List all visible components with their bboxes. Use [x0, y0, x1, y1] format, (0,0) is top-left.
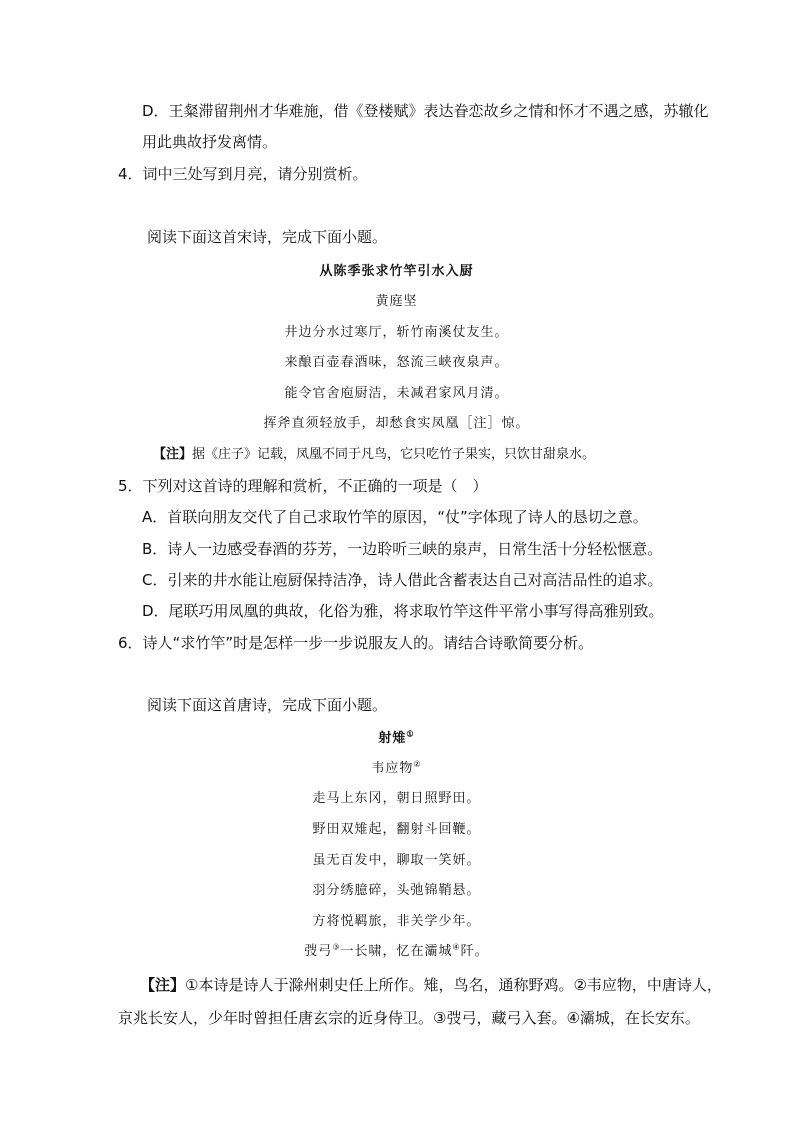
poem2-author-note-mark: ②	[413, 759, 422, 769]
poem2-line: 羽分绣臆碎，头弛锦鞘悬。	[312, 883, 481, 898]
poem2-note-line1	[140, 975, 722, 995]
poem2-note-text-1: ①本诗是诗人于滁州刺史任上所作。雉，鸟名，通称野鸡。②韦应物，中唐诗人，	[185, 976, 722, 994]
question-5-option-d: D．尾联巧用凤凰的典故，化俗为雅，将求取竹竿这件平常小事写得高雅别致。	[142, 602, 664, 620]
question-6: 6．诗人“求竹竿”时是怎样一步一步说服友人的。请结合诗歌简要分析。	[118, 634, 594, 652]
poem1-note-label: 【注】	[153, 447, 193, 462]
poem2-note-label: 【注】	[140, 976, 186, 994]
question-5-option-a: A．首联向朋友交代了自己求取竹竿的原因，“仗”字体现了诗人的恳切之意。	[142, 508, 648, 526]
poem2-last-line-part3: 阡。	[460, 944, 489, 959]
poem2-author-text: 韦应物	[371, 761, 414, 776]
question-4: 4．词中三处写到月亮，请分别赏析。	[118, 165, 368, 183]
poem2-line: 方将悦羁旅，非关学少年。	[312, 914, 481, 929]
poem2-last-line-part2: 一长啸，忆在灞城	[340, 944, 453, 959]
poem1-title: 从陈季张求竹竿引水入厨	[319, 264, 474, 279]
question-5-stem: 5．下列对这首诗的理解和赏析，不正确的一项是（ ）	[118, 477, 488, 495]
poem1-author: 黄庭坚	[375, 294, 418, 309]
poem1-line: 挥斧直须轻放手，却愁食实凤凰［注］惊。	[263, 416, 530, 431]
poem2-title-text: 射雉	[378, 731, 407, 746]
poem1-line: 井边分水过寒厅，斩竹南溪仗友生。	[284, 325, 509, 340]
poem2-title	[0, 729, 793, 749]
poem2-line: 虽无百发中，聊取一笑妍。	[312, 853, 481, 868]
poem2-note-mark-4: ④	[452, 942, 461, 952]
poem2-last-line-part1: 弢弓	[304, 944, 333, 959]
section2-intro: 阅读下面这首宋诗，完成下面小题。	[147, 228, 388, 246]
question-5-option-c: C．引来的井水能让庖厨保持洁净，诗人借此含蓄表达自己对高洁品性的追求。	[142, 571, 663, 589]
poem2-author	[0, 759, 793, 779]
poem2-note-line2: 京兆长安人，少年时曾担任唐玄宗的近身侍卫。③弢弓，藏弓入套。④灞城，在长安东。	[118, 1009, 700, 1027]
question-5-option-b: B．诗人一边感受春酒的芬芳，一边聆听三峡的泉声，日常生活十分轻松惬意。	[142, 540, 663, 558]
poem1-note	[153, 445, 595, 465]
poem1-note-text: 据《庄子》记载，凤凰不同于凡鸟，它只吃竹子果实，只饮甘甜泉水。	[192, 447, 596, 462]
poem1-line: 来酿百壶春酒味，怒流三峡夜泉声。	[284, 355, 509, 370]
poem2-last-line	[0, 942, 793, 962]
poem1-line: 能令官舍庖厨洁，未减君家风月清。	[284, 386, 509, 401]
poem2-line: 走马上东冈，朝日照野田。	[312, 791, 481, 806]
poem2-title-note-mark: ①	[406, 728, 415, 739]
q3-option-d-line1: D．王粲滞留荆州才华难施，借《登楼赋》表达眷恋故乡之情和怀才不遇之感，苏辙化	[142, 102, 709, 120]
q3-option-d-line2: 用此典故抒发离情。	[142, 133, 278, 151]
poem2-line: 野田双雉起，翻射斗回鞭。	[312, 822, 481, 837]
poem2-note-mark-3: ③	[332, 942, 341, 952]
section3-intro: 阅读下面这首唐诗，完成下面小题。	[147, 696, 388, 714]
